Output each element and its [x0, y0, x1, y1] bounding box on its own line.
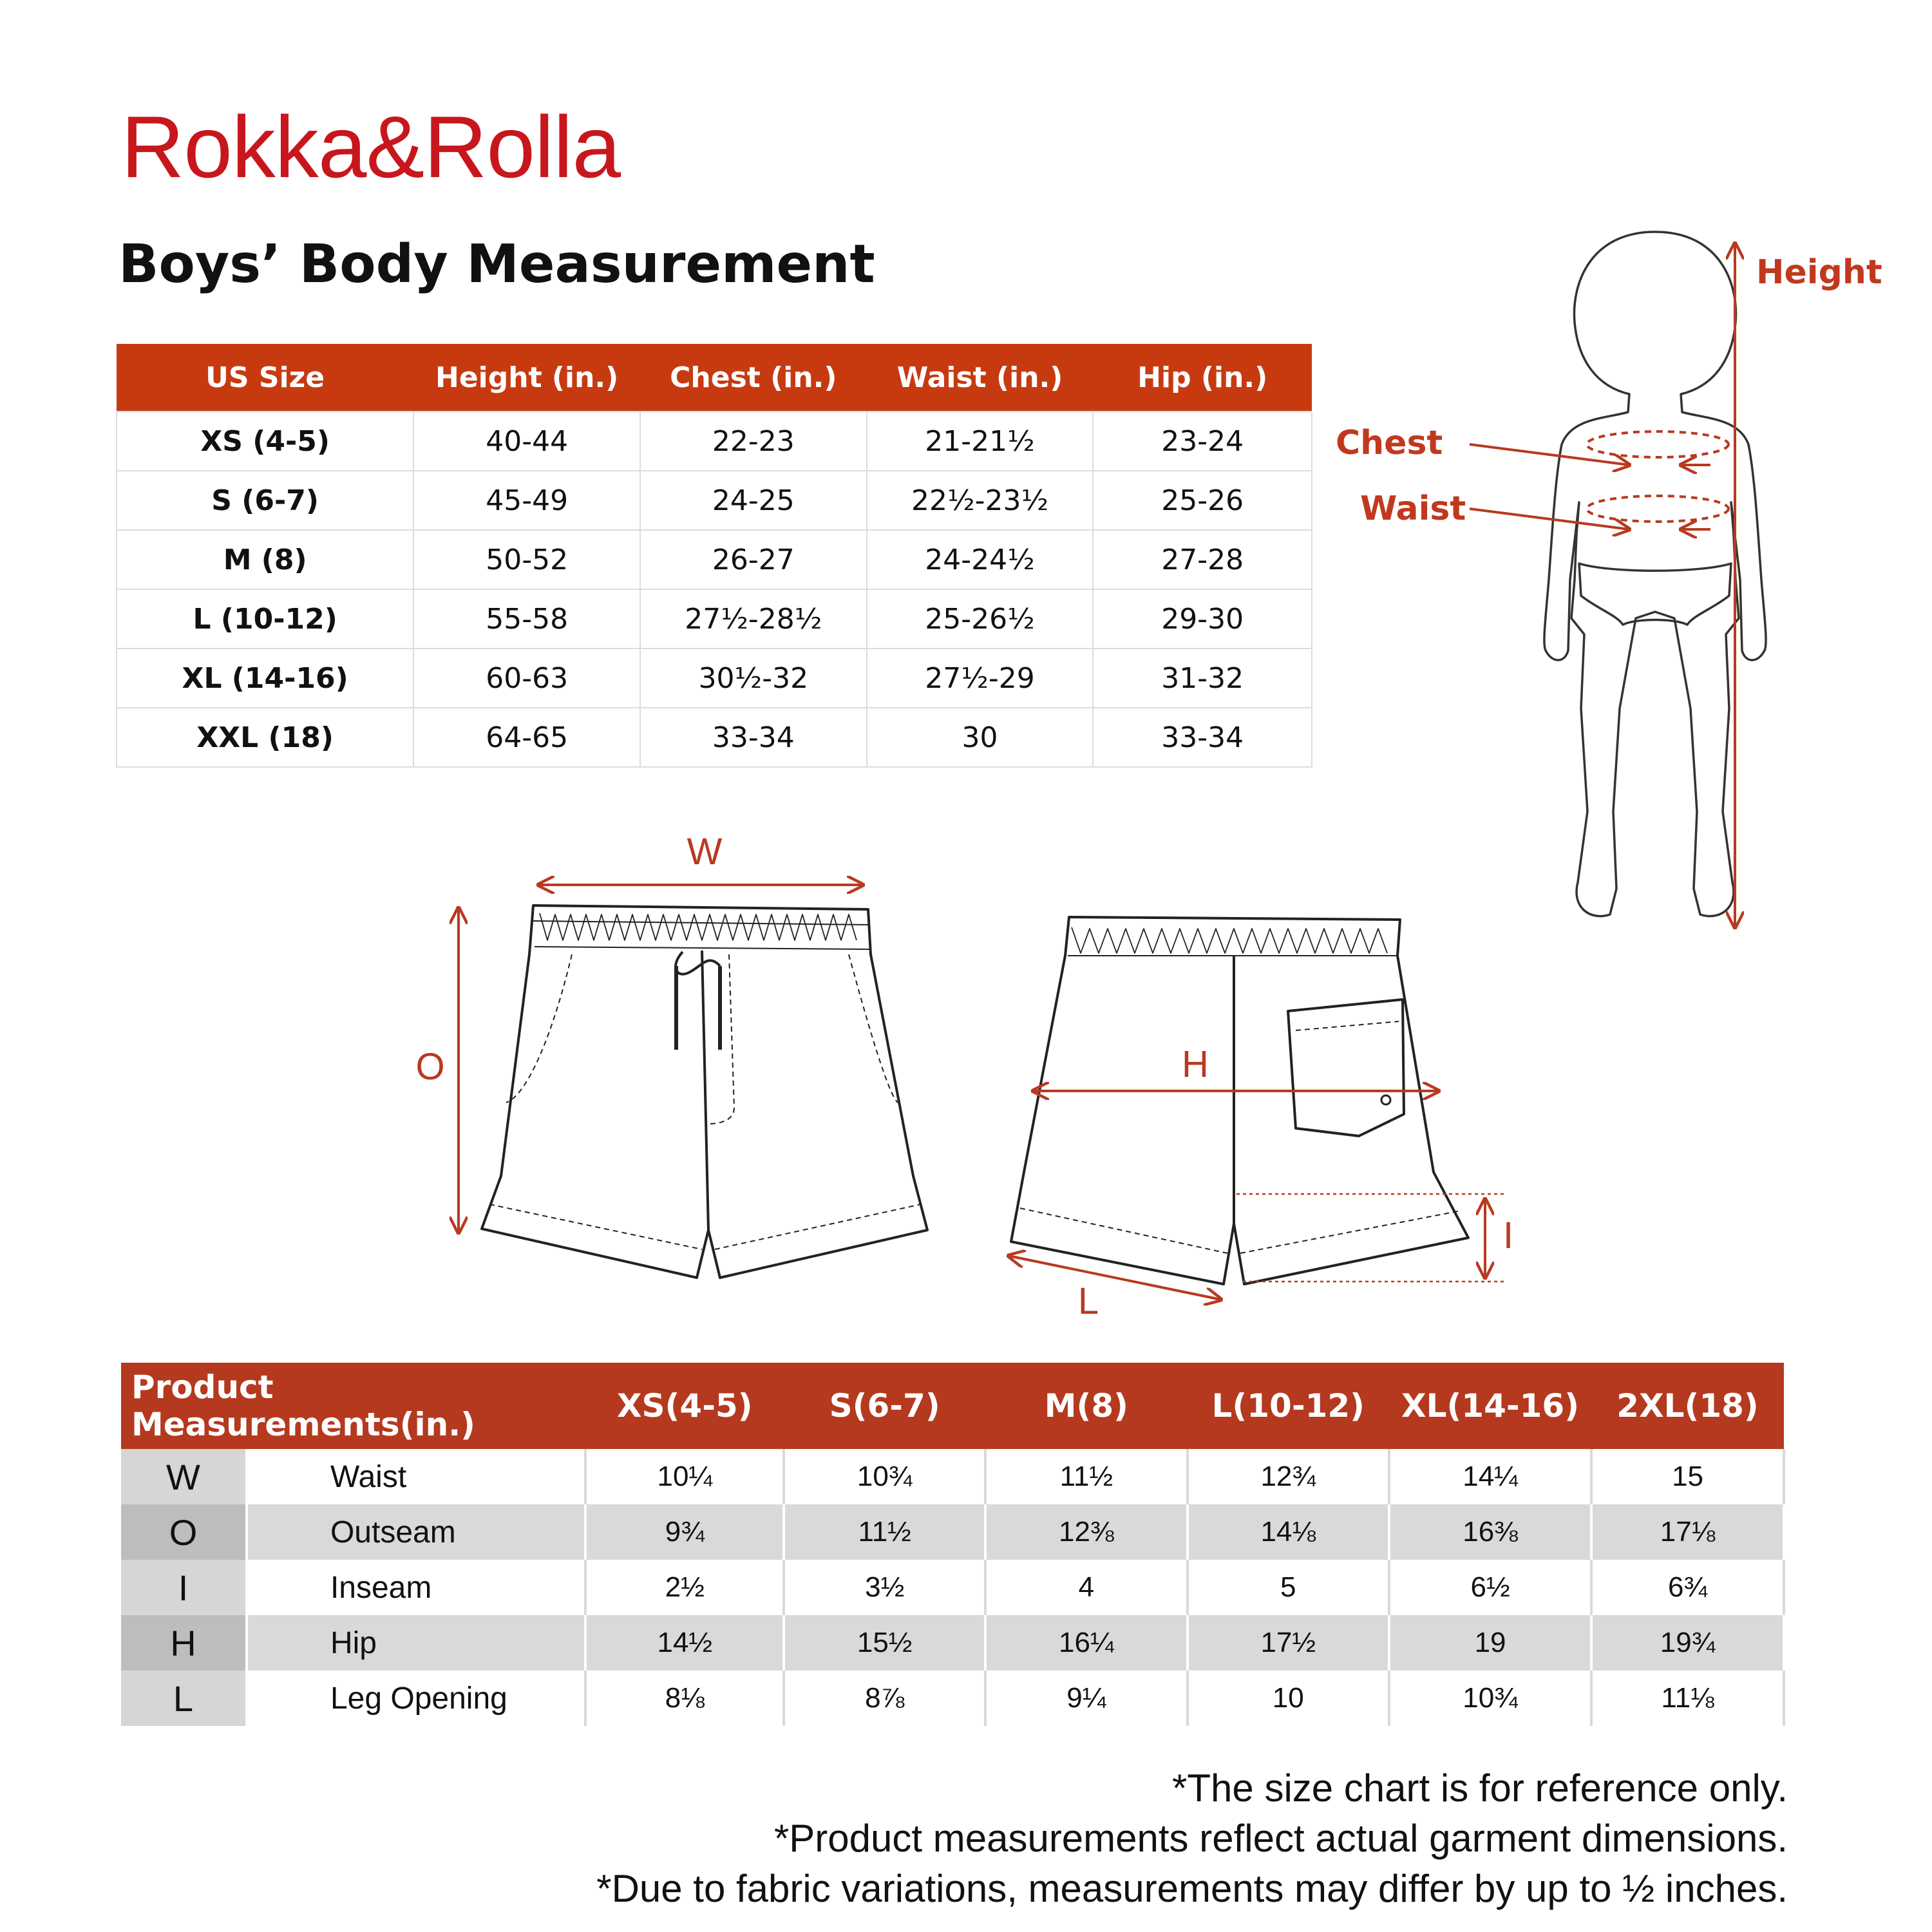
size-cell: XXL (18) — [117, 708, 413, 767]
size-cell: XS (4-5) — [117, 412, 413, 471]
table-cell: 16⅜ — [1389, 1504, 1591, 1560]
table-cell: 3½ — [784, 1560, 985, 1615]
waist-arrow — [1470, 509, 1629, 529]
col-header: Height (in.) — [413, 344, 640, 412]
table-row — [121, 1671, 1784, 1726]
table-cell: 10¾ — [1389, 1671, 1591, 1726]
label-h: H — [1182, 1043, 1209, 1085]
col-header: XL(14-16) — [1389, 1363, 1591, 1449]
size-cell: XL (14-16) — [117, 649, 413, 708]
table-cell: 19¾ — [1591, 1615, 1784, 1671]
table-cell: 10¼ — [585, 1449, 784, 1504]
table-cell: 24-24½ — [867, 530, 1094, 589]
product-measurement-table — [121, 1363, 1785, 1726]
table-cell: 25-26½ — [867, 589, 1094, 649]
footnote: *Due to fabric variations, measurements may differ by up to ½ inches. — [596, 1867, 1788, 1910]
label-w: W — [687, 831, 723, 873]
table-cell: 15 — [1591, 1449, 1784, 1504]
table-row — [121, 1560, 1784, 1615]
table-cell: 6½ — [1389, 1560, 1591, 1615]
table-cell: 4 — [985, 1560, 1187, 1615]
table-cell: 31-32 — [1093, 649, 1312, 708]
label-cell: Inseam — [247, 1560, 586, 1615]
col-header: US Size — [117, 344, 413, 412]
footnote: *Product measurements reflect actual garment dimensions. — [773, 1817, 1788, 1860]
table-cell: 14½ — [585, 1615, 784, 1671]
table-cell: 2½ — [585, 1560, 784, 1615]
col-header: Product Measurements(in.) — [121, 1363, 585, 1449]
col-header: M(8) — [985, 1363, 1187, 1449]
size-cell: L (10-12) — [117, 589, 413, 649]
table-cell: 9¾ — [585, 1504, 784, 1560]
code-cell: L — [121, 1671, 247, 1726]
label-cell: Hip — [247, 1615, 586, 1671]
footnote: *The size chart is for reference only. — [1172, 1766, 1788, 1810]
table-cell: 22½-23½ — [867, 471, 1094, 530]
waist-label: Waist — [1360, 489, 1466, 528]
table-row — [121, 1615, 1784, 1671]
size-cell: M (8) — [117, 530, 413, 589]
table-cell: 30½-32 — [640, 649, 867, 708]
table-cell: 21-21½ — [867, 412, 1094, 471]
table-cell: 14¼ — [1389, 1449, 1591, 1504]
table-cell: 11½ — [784, 1504, 985, 1560]
table-cell: 8⅛ — [585, 1671, 784, 1726]
table-cell: 5 — [1188, 1560, 1390, 1615]
table-cell: 50-52 — [413, 530, 640, 589]
table-cell: 33-34 — [1093, 708, 1312, 767]
brand-logo: Rokka&Rolla — [121, 98, 621, 196]
label-cell: Outseam — [247, 1504, 586, 1560]
table-cell: 9¼ — [985, 1671, 1187, 1726]
table-cell: 25-26 — [1093, 471, 1312, 530]
table-cell: 64-65 — [413, 708, 640, 767]
table-cell: 23-24 — [1093, 412, 1312, 471]
table-cell: 12¾ — [1188, 1449, 1390, 1504]
table-cell: 30 — [867, 708, 1094, 767]
size-cell: S (6-7) — [117, 471, 413, 530]
table-cell: 10 — [1188, 1671, 1390, 1726]
table-cell: 17⅛ — [1591, 1504, 1784, 1560]
child-figure-icon — [1544, 232, 1766, 916]
shorts-back-icon — [1011, 917, 1468, 1284]
table-cell: 6¾ — [1591, 1560, 1784, 1615]
shorts-front-icon — [482, 905, 927, 1278]
label-l: L — [1077, 1280, 1099, 1322]
chest-arrow — [1470, 444, 1629, 465]
label-i: I — [1502, 1215, 1514, 1256]
col-header: S(6-7) — [784, 1363, 985, 1449]
code-cell: H — [121, 1615, 247, 1671]
table-cell: 26-27 — [640, 530, 867, 589]
table-cell: 27½-29 — [867, 649, 1094, 708]
product-table-header — [121, 1363, 1784, 1449]
table-cell: 29-30 — [1093, 589, 1312, 649]
table-cell: 22-23 — [640, 412, 867, 471]
table-cell: 19 — [1389, 1615, 1591, 1671]
col-header: Hip (in.) — [1093, 344, 1312, 412]
table-row — [121, 1449, 1784, 1504]
table-cell: 8⅞ — [784, 1671, 985, 1726]
page-title: Boys’ Body Measurement — [118, 234, 875, 295]
table-cell: 14⅛ — [1188, 1504, 1390, 1560]
table-cell: 55-58 — [413, 589, 640, 649]
table-cell: 33-34 — [640, 708, 867, 767]
table-cell: 10¾ — [784, 1449, 985, 1504]
label-cell: Leg Opening — [247, 1671, 586, 1726]
label-o: O — [415, 1046, 445, 1088]
height-label: Height — [1756, 253, 1882, 292]
table-cell: 12⅜ — [985, 1504, 1187, 1560]
table-cell: 24-25 — [640, 471, 867, 530]
table-cell: 27-28 — [1093, 530, 1312, 589]
col-header: L(10-12) — [1188, 1363, 1390, 1449]
table-row — [121, 1504, 1784, 1560]
code-cell: O — [121, 1504, 247, 1560]
table-cell: 27½-28½ — [640, 589, 867, 649]
footnotes — [596, 1763, 1788, 1914]
col-header: Waist (in.) — [867, 344, 1094, 412]
table-cell: 17½ — [1188, 1615, 1390, 1671]
col-header: XS(4-5) — [585, 1363, 784, 1449]
table-cell: 45-49 — [413, 471, 640, 530]
chest-label: Chest — [1336, 424, 1443, 462]
table-cell: 60-63 — [413, 649, 640, 708]
table-cell: 40-44 — [413, 412, 640, 471]
label-cell: Waist — [247, 1449, 586, 1504]
code-cell: W — [121, 1449, 247, 1504]
table-cell: 16¼ — [985, 1615, 1187, 1671]
table-cell: 11⅛ — [1591, 1671, 1784, 1726]
code-cell: I — [121, 1560, 247, 1615]
table-cell: 15½ — [784, 1615, 985, 1671]
col-header: 2XL(18) — [1591, 1363, 1784, 1449]
col-header: Chest (in.) — [640, 344, 867, 412]
table-cell: 11½ — [985, 1449, 1187, 1504]
